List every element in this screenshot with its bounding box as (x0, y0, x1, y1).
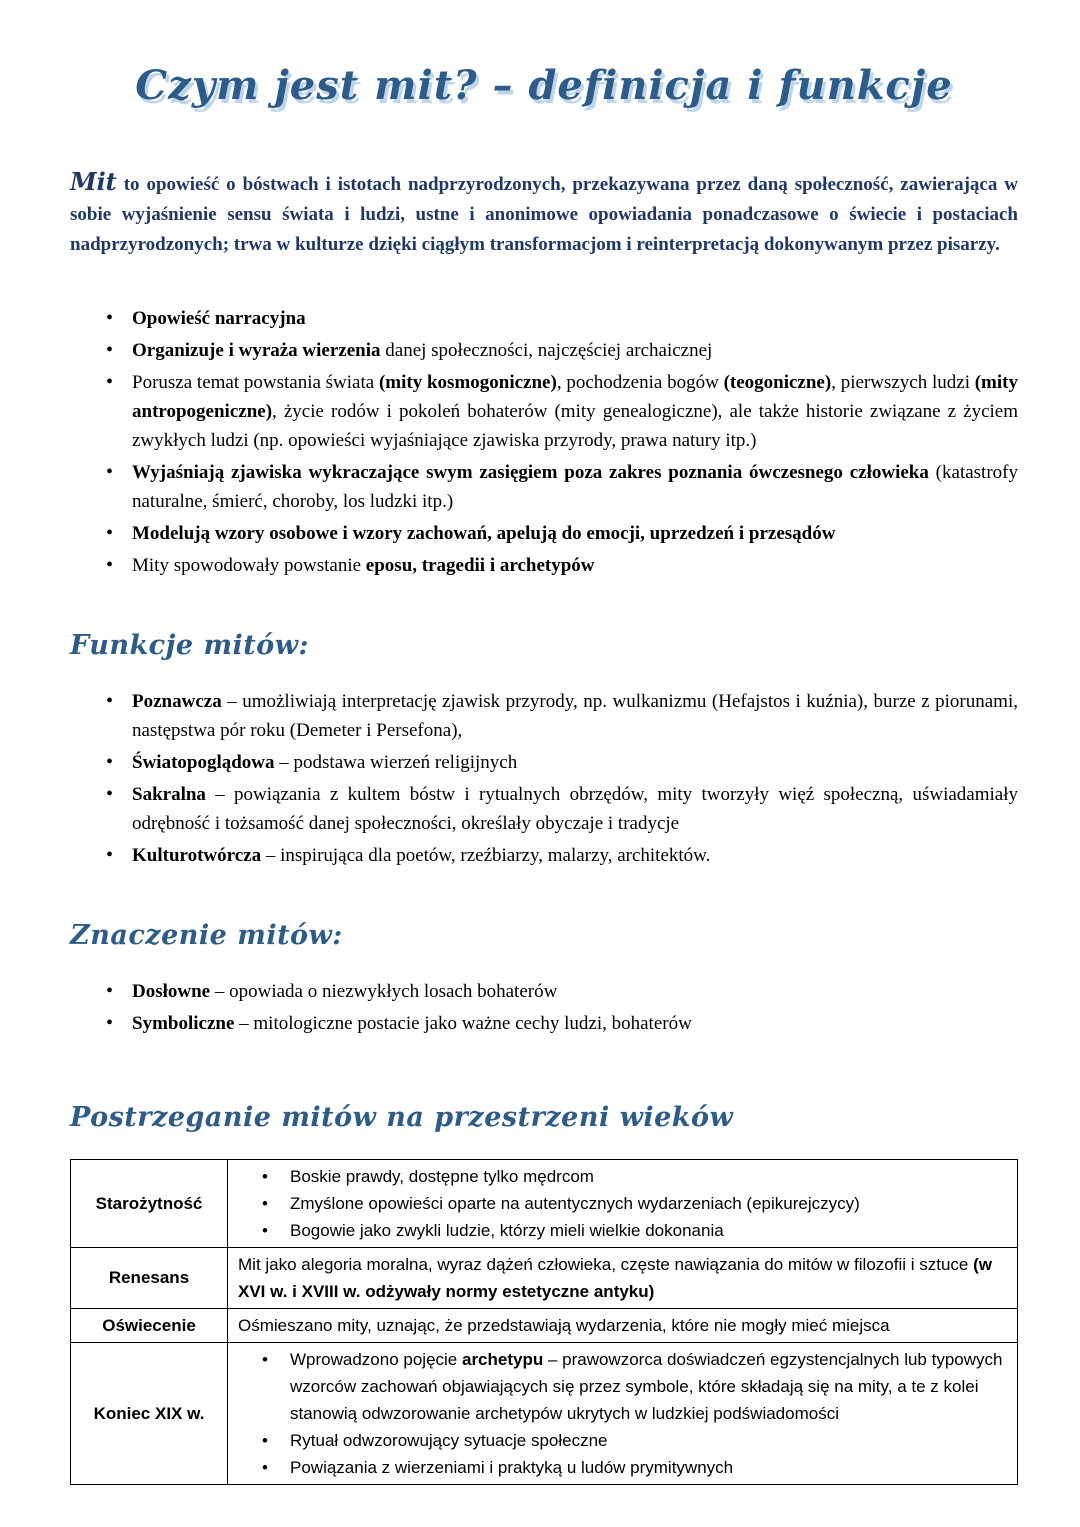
bold-text-run: Symboliczne (132, 1013, 235, 1034)
bold-text-run: Kulturotwórcza (132, 845, 262, 866)
text-run: Bogowie jako zwykli ludzie, którzy mieli wielkie dokonania (290, 1221, 724, 1240)
text-run: – podstawa wierzeń religijnych (274, 752, 518, 773)
document-title: Czym jest mit? – definicja i funkcje (135, 62, 953, 109)
bullet-item (102, 687, 1018, 745)
bullet-item (102, 368, 1018, 455)
era-cell: Koniec XIX w. (71, 1343, 228, 1485)
text-run: Porusza temat powstania świata (132, 372, 379, 393)
bullet-item (262, 1454, 1007, 1481)
text-run: , życie rodów i pokoleń bohaterów (mity genealogiczne), ale także historie związane z życiem zwykłych ludzi (np. opowieści wyjaśniające zjawiska przyrody, prawa natury itp.) (132, 401, 1018, 451)
text-run: – opowiada o niezwykłych losach bohaterów (210, 981, 558, 1002)
bold-text-run: (w XVI w. i XVIII w. odżywały normy estetyczne antyku) (238, 1255, 992, 1301)
text-run: danej społeczności, najczęściej archaicznej (380, 340, 713, 361)
perception-table (70, 1159, 1018, 1485)
bullet-item (102, 336, 1018, 365)
text-run: Mity spowodowały powstanie (132, 555, 366, 576)
bold-text-run: Poznawcza (132, 691, 222, 712)
bold-text-run: (mity antropogeniczne) (132, 372, 1018, 422)
myth-meanings-list (70, 977, 1018, 1038)
bullet-item (102, 458, 1018, 516)
bold-text-run: archetypu (461, 1350, 544, 1369)
intro-paragraph (70, 167, 1018, 260)
text-run: Wprowadzono pojęcie (290, 1350, 462, 1369)
era-content-cell (228, 1343, 1018, 1485)
text-run: , pochodzenia bogów (556, 372, 724, 393)
bullet-item (102, 1009, 1018, 1038)
bold-text-run: to opowieść o bóstwach i istotach nadprzyrodzonych, przekazywana przez daną społeczność, zawierająca w sobie wyjaśnienie sensu świata i ludzi, ustne i anonimowe opowiadania ponadczasowe o świecie i postaciach nadprzyrodzonych; trwa w kulturze dzięki ciągłym transformacjom i reinterpretacją dokonywanym przez pisarzy. (70, 174, 1018, 255)
bullet-item (102, 551, 1018, 580)
era-cell: Renesans (71, 1248, 228, 1309)
bold-text-run: Opowieść narracyjna (132, 308, 306, 329)
section-heading-perception: Postrzeganie mitów na przestrzeni wieków (70, 1102, 734, 1133)
cell-bullet-list (238, 1346, 1007, 1481)
bullet-item (102, 304, 1018, 333)
bullet-item (102, 519, 1018, 548)
text-run: – powiązania z kultem bóstw i rytualnych obrzędów, mity tworzyły więź społeczną, uświadamiały odrębność i tożsamość danej społeczności, określały obyczaje i tradycje (132, 784, 1018, 834)
table-row (71, 1248, 1018, 1309)
era-cell: Starożytność (71, 1160, 228, 1248)
bold-text-run: Światopoglądowa (132, 752, 275, 773)
cell-bullet-list (238, 1163, 1007, 1244)
era-content-cell (228, 1309, 1018, 1343)
table-row (71, 1343, 1018, 1485)
bullet-item (102, 780, 1018, 838)
cell-text (238, 1312, 1007, 1339)
bullet-item (262, 1190, 1007, 1217)
bold-text-run: eposu, tragedii i archetypów (365, 555, 595, 576)
table-row (71, 1309, 1018, 1343)
bold-text-run: (mity kosmogoniczne) (378, 372, 557, 393)
text-run: – mitologiczne postacie jako ważne cechy ludzi, bohaterów (234, 1013, 692, 1034)
bullet-item (102, 748, 1018, 777)
text-run: Mit jako alegoria moralna, wyraz dążeń człowieka, częste nawiązania do mitów w filozofii i sztuce (238, 1255, 974, 1274)
cell-text (238, 1251, 1007, 1305)
bullet-item (102, 841, 1018, 870)
bold-text-run: Wyjaśniają zjawiska wykraczające swym zasięgiem poza zakres poznania ówczesnego człowieka (132, 462, 929, 483)
text-run: – umożliwiają interpretację zjawisk przyrody, np. wulkanizmu (Hefajstos i kuźnia), burze z piorunami, następstwa pór roku (Demeter i Persefona), (132, 691, 1018, 741)
bold-text-run: Sakralna (132, 784, 206, 805)
text-run: Ośmieszano mity, uznając, że przedstawiają wydarzenia, które nie mogły mieć miejsca (238, 1316, 890, 1335)
section-heading-meanings: Znaczenie mitów: (70, 920, 343, 951)
bold-text-run: Organizuje i wyraża wierzenia (132, 340, 381, 361)
text-run: (katastrofy naturalne, śmierć, choroby, los ludzki itp.) (132, 462, 1018, 512)
bullet-item (262, 1346, 1007, 1427)
text-run: , pierwszych ludzi (831, 372, 975, 393)
era-cell: Oświecenie (71, 1309, 228, 1343)
bold-text-run: Modelują wzory osobowe i wzory zachowań, apelują do emocji, uprzedzeń i przesądów (132, 523, 836, 544)
section-heading-functions: Funkcje mitów: (70, 630, 309, 661)
era-content-cell (228, 1248, 1018, 1309)
era-content-cell (228, 1160, 1018, 1248)
bullet-item (262, 1163, 1007, 1190)
table-row (71, 1160, 1018, 1248)
myth-features-list (70, 304, 1018, 580)
bold-text-run: (teogoniczne) (723, 372, 832, 393)
text-run: – prawowzorca doświadczeń egzystencjalnych lub typowych wzorców zachowań objawiających się przez symbole, które składają się na mity, a te z kolei stanowią odwzorowanie archetypów ukrytych w ludzkiej podświadomości (290, 1350, 1003, 1423)
text-run: Rytuał odwzorowujący sytuacje społeczne (290, 1431, 608, 1450)
text-run: Boskie prawdy, dostępne tylko mędrcom (290, 1167, 594, 1186)
text-run: – inspirująca dla poetów, rzeźbiarzy, malarzy, architektów. (261, 845, 711, 866)
script-word: Mit (70, 167, 117, 196)
bold-text-run: Dosłowne (132, 981, 211, 1002)
myth-functions-list (70, 687, 1018, 870)
text-run: Powiązania z wierzeniami i praktyką u ludów prymitywnych (290, 1458, 734, 1477)
bullet-item (102, 977, 1018, 1006)
perception-table-body (71, 1160, 1018, 1485)
bullet-item (262, 1217, 1007, 1244)
bullet-item (262, 1427, 1007, 1454)
text-run: Zmyślone opowieści oparte na autentycznych wydarzeniach (epikurejczycy) (290, 1194, 860, 1213)
